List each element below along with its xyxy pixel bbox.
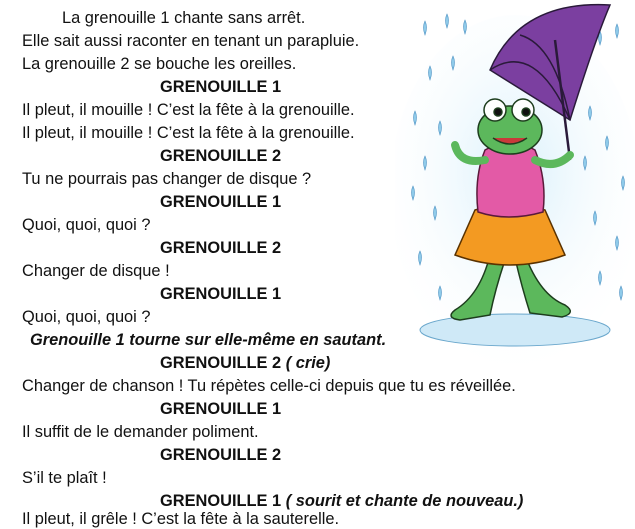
speaker-note: ( crie) [285, 354, 331, 372]
intro-line-3: La grenouille 2 se bouche les oreilles. [22, 55, 297, 73]
dialogue-line: Quoi, quoi, quoi ? [22, 308, 151, 326]
frog-umbrella-illustration [395, 0, 635, 370]
intro-line-2: Elle sait aussi raconter en tenant un parapluie. [22, 32, 360, 50]
speaker-name: GRENOUILLE 2 [160, 354, 282, 372]
speaker-heading: GRENOUILLE 2 [160, 147, 282, 165]
speaker-heading: GRENOUILLE 2 [160, 446, 282, 464]
puddle [420, 314, 610, 346]
speaker-name: GRENOUILLE 1 [160, 492, 282, 510]
intro-line-1: La grenouille 1 chante sans arrêt. [62, 9, 306, 27]
speaker-heading: GRENOUILLE 1 [160, 193, 282, 211]
dialogue-line: S’il te plaît ! [22, 469, 107, 487]
dialogue-line: Il pleut, il grêle ! C’est la fête à la sauterelle. [22, 510, 340, 528]
speaker-heading: GRENOUILLE 1 [160, 285, 282, 303]
speaker-heading: GRENOUILLE 1 [160, 400, 282, 418]
dialogue-line: Quoi, quoi, quoi ? [22, 216, 151, 234]
dialogue-line: Changer de disque ! [22, 262, 170, 280]
speaker-heading [160, 353, 330, 373]
dialogue-line: Il pleut, il mouille ! C’est la fête à la grenouille. [22, 101, 355, 119]
speaker-heading: GRENOUILLE 1 [160, 78, 282, 96]
speaker-note: ( sourit et chante de nouveau.) [285, 492, 524, 510]
dialogue-line: Il pleut, il mouille ! C’est la fête à la grenouille. [22, 124, 355, 142]
dialogue-line: Changer de chanson ! Tu répètes celle-ci depuis que tu es réveillée. [22, 377, 516, 395]
speaker-heading [160, 491, 523, 511]
dialogue-line: Tu ne pourrais pas changer de disque ? [22, 170, 312, 188]
dialogue-line: Il suffit de le demander poliment. [22, 423, 259, 441]
frog-head [478, 99, 542, 154]
stage-direction: Grenouille 1 tourne sur elle-même en sautant. [30, 331, 387, 349]
speaker-heading: GRENOUILLE 2 [160, 239, 282, 257]
